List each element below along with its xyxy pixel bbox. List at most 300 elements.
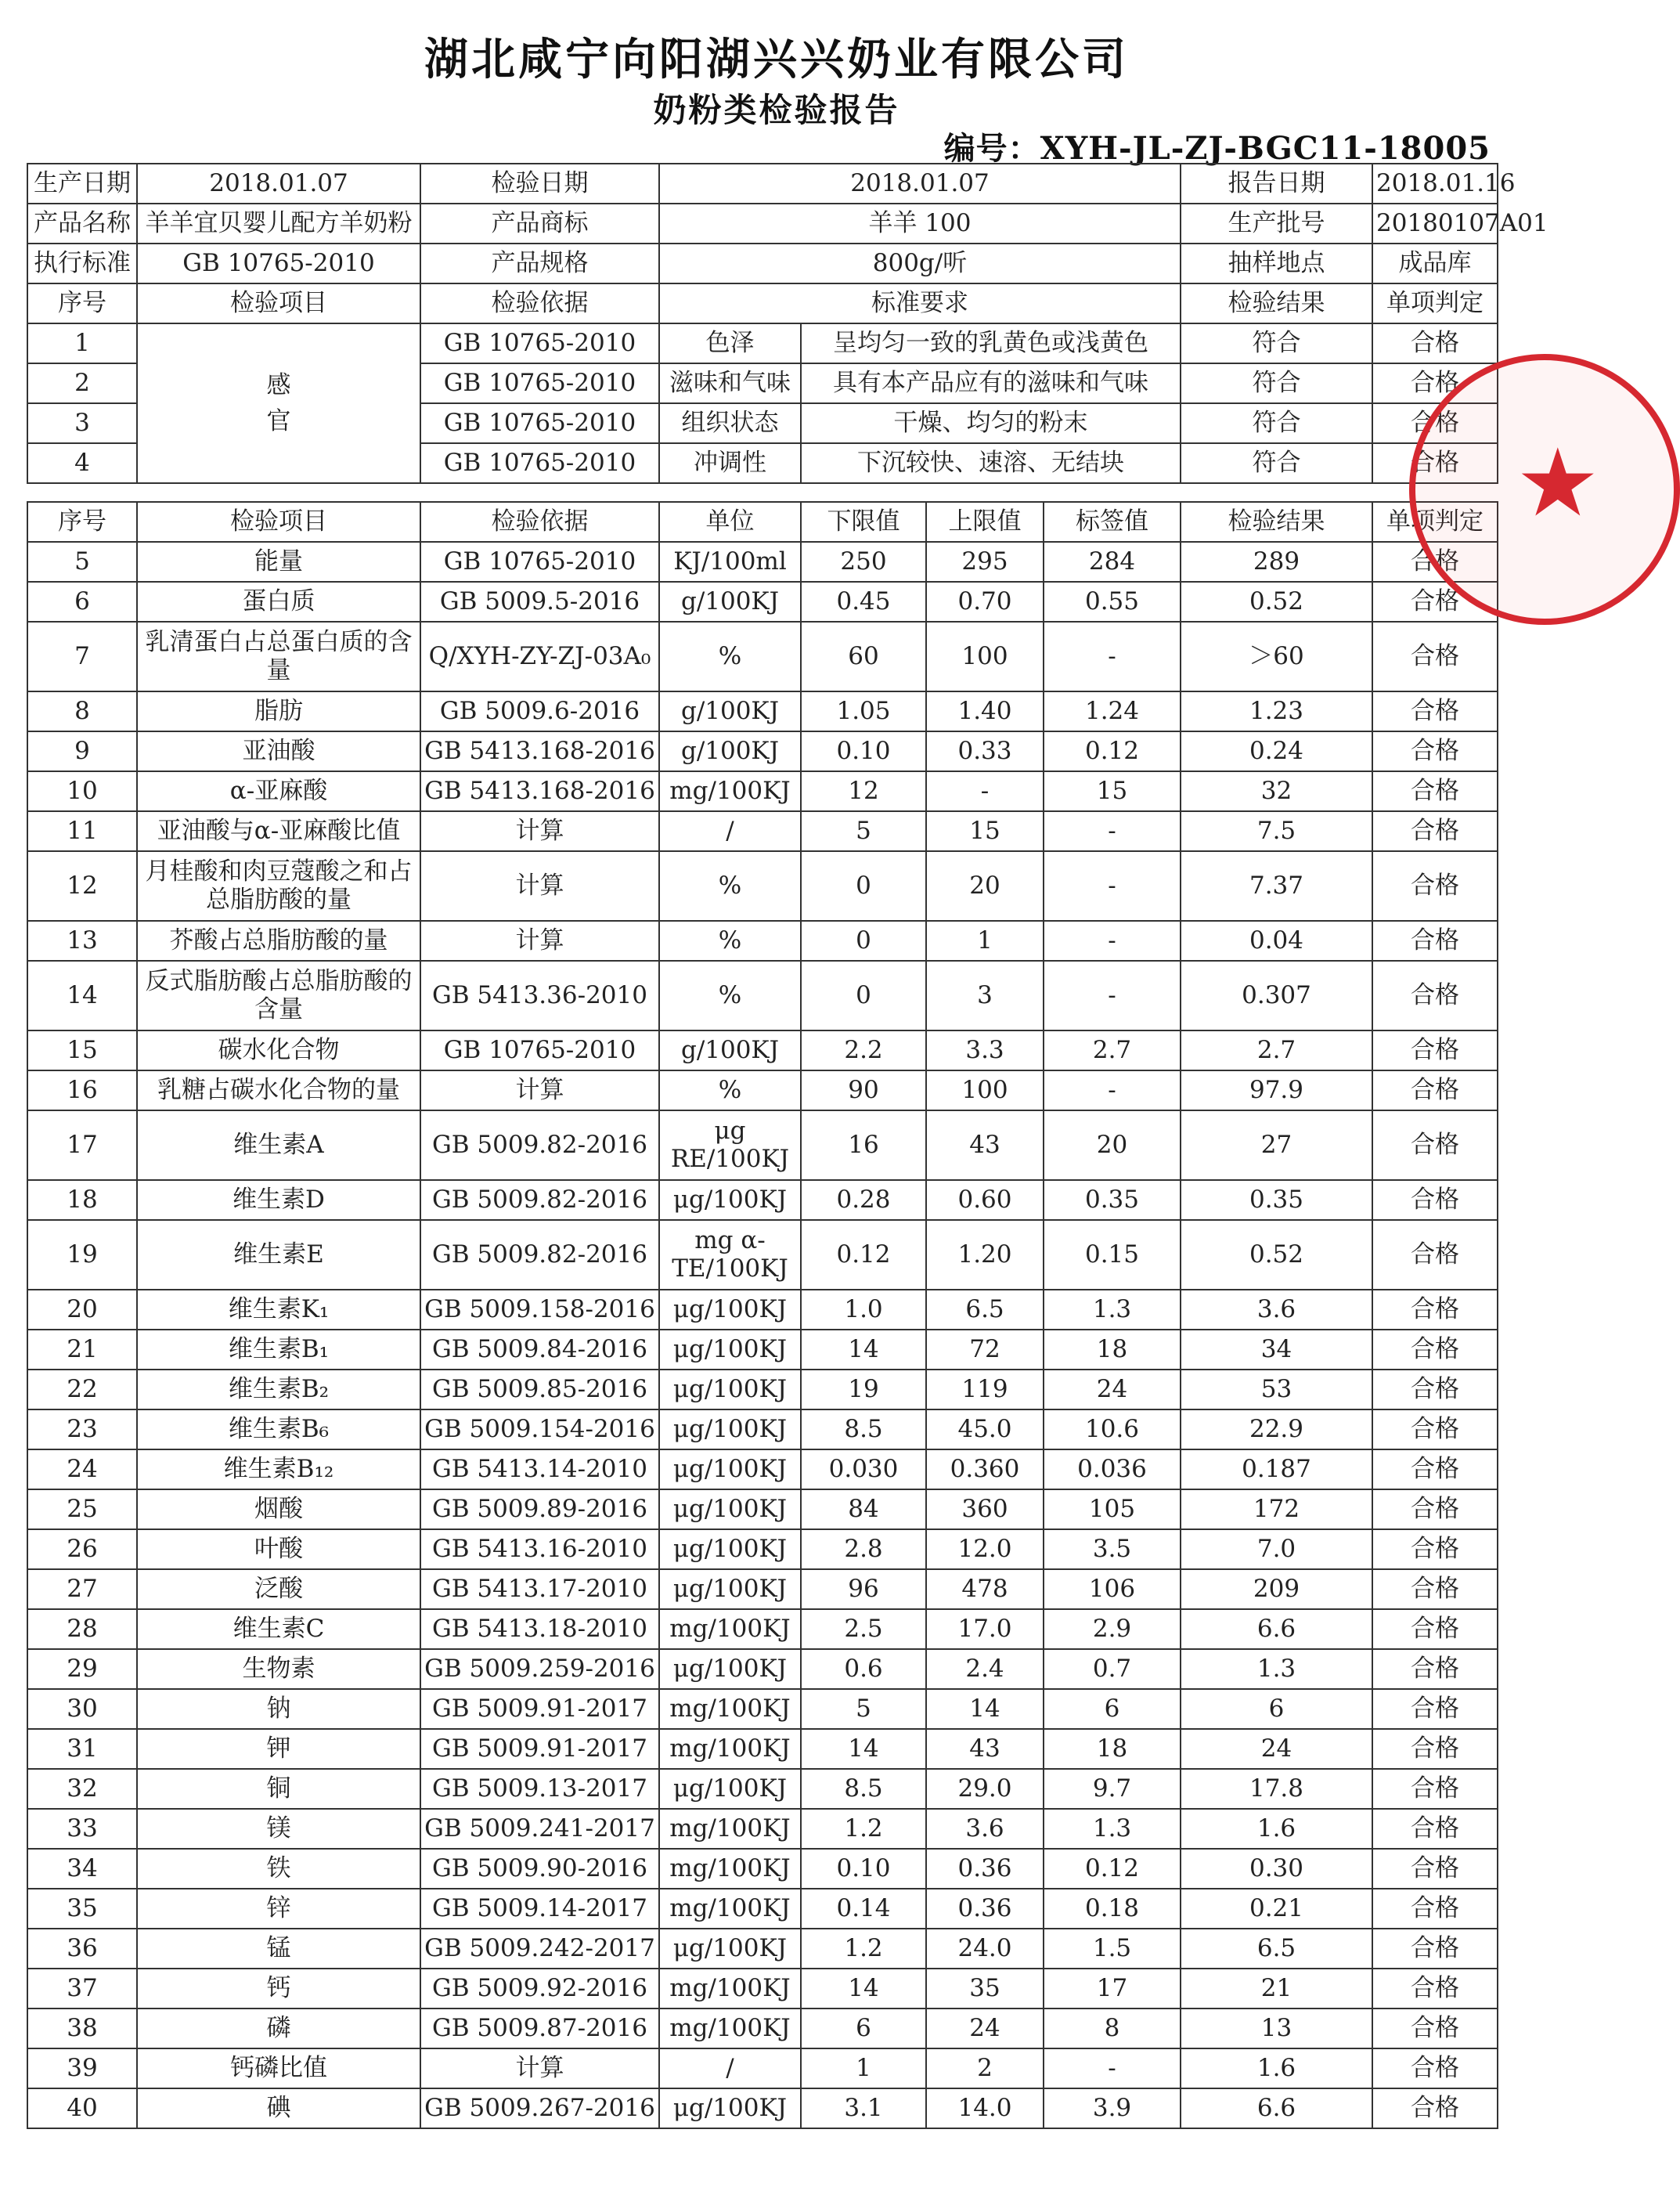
- row-min: 5: [801, 1689, 926, 1729]
- row-min: 0: [801, 851, 926, 921]
- row-basis: GB 10765-2010: [420, 363, 659, 403]
- row-unit: /: [659, 811, 801, 851]
- row-no: 6: [27, 582, 137, 622]
- row-basis: GB 5009.259-2016: [420, 1649, 659, 1689]
- row-max: 14.0: [926, 2088, 1044, 2128]
- row-judgment: 合格: [1372, 921, 1498, 961]
- row-min: 0.28: [801, 1180, 926, 1220]
- table-row: [27, 771, 1498, 811]
- header-item: 检验项目: [137, 283, 420, 323]
- row-item: 钙: [137, 1969, 420, 2009]
- row-no: 24: [27, 1449, 137, 1489]
- table-row: [27, 1220, 1498, 1290]
- row-unit: %: [659, 851, 801, 921]
- row-unit: %: [659, 1070, 801, 1110]
- row-label-value: 1.5: [1044, 1929, 1181, 1969]
- row-basis: 计算: [420, 1070, 659, 1110]
- table-row: [27, 1449, 1498, 1489]
- row-requirement: 具有本产品应有的滋味和气味: [801, 363, 1181, 403]
- row-no: 15: [27, 1030, 137, 1070]
- row-label-value: 105: [1044, 1489, 1181, 1529]
- table-row: [27, 542, 1498, 582]
- row-judgment: 合格: [1372, 1449, 1498, 1489]
- row-no: 10: [27, 771, 137, 811]
- row-min: 2.2: [801, 1030, 926, 1070]
- row-min: 0: [801, 921, 926, 961]
- row-result: 7.0: [1181, 1529, 1372, 1569]
- row-basis: 计算: [420, 921, 659, 961]
- row-no: 20: [27, 1290, 137, 1330]
- row-no: 28: [27, 1609, 137, 1649]
- table-row: [27, 731, 1498, 771]
- row-basis: GB 5413.18-2010: [420, 1609, 659, 1649]
- report-date-label: 报告日期: [1181, 164, 1372, 204]
- row-item: 乳糖占碳水化合物的量: [137, 1070, 420, 1110]
- row-item: 泛酸: [137, 1569, 420, 1609]
- row-min: 16: [801, 1110, 926, 1180]
- sampling-label: 抽样地点: [1181, 244, 1372, 283]
- row-basis: GB 5009.241-2017: [420, 1809, 659, 1849]
- row-item: 反式脂肪酸占总脂肪酸的含量: [137, 961, 420, 1030]
- report-number: [944, 124, 1491, 168]
- row-judgment: 合格: [1372, 1809, 1498, 1849]
- row-item: 维生素D: [137, 1180, 420, 1220]
- row-judgment: 合格: [1372, 1030, 1498, 1070]
- row-basis: GB 5413.168-2016: [420, 771, 659, 811]
- header-min: 下限值: [801, 502, 926, 542]
- row-judgment: 合格: [1372, 542, 1498, 582]
- row-unit: %: [659, 921, 801, 961]
- row-label-value: -: [1044, 622, 1181, 691]
- row-result: 符合: [1181, 323, 1372, 363]
- row-basis: GB 5009.6-2016: [420, 691, 659, 731]
- row-judgment: 合格: [1372, 1180, 1498, 1220]
- row-label-value: 1.24: [1044, 691, 1181, 731]
- row-max: 20: [926, 851, 1044, 921]
- row-basis: GB 5009.82-2016: [420, 1180, 659, 1220]
- row-judgment: 合格: [1372, 1370, 1498, 1409]
- header-requirement: 标准要求: [659, 283, 1181, 323]
- row-no: 39: [27, 2048, 137, 2088]
- row-min: 12: [801, 771, 926, 811]
- row-judgment: 合格: [1372, 731, 1498, 771]
- row-requirement: 下沉较快、速溶、无结块: [801, 443, 1181, 483]
- row-basis: 计算: [420, 851, 659, 921]
- table-row: [27, 1769, 1498, 1809]
- row-item: 叶酸: [137, 1529, 420, 1569]
- row-basis: Q/XYH-ZY-ZJ-03A₀: [420, 622, 659, 691]
- row-max: 43: [926, 1110, 1044, 1180]
- row-item: 磷: [137, 2009, 420, 2048]
- row-judgment: 合格: [1372, 1609, 1498, 1649]
- row-result: 0.187: [1181, 1449, 1372, 1489]
- row-label-value: 2.9: [1044, 1609, 1181, 1649]
- row-max: 100: [926, 1070, 1044, 1110]
- table-row: [27, 2088, 1498, 2128]
- row-label-value: 8: [1044, 2009, 1181, 2048]
- row-max: 478: [926, 1569, 1044, 1609]
- row-min: 14: [801, 1729, 926, 1769]
- row-item: 蛋白质: [137, 582, 420, 622]
- sensory-group-label: 感官: [266, 370, 291, 435]
- row-basis: GB 5009.242-2017: [420, 1929, 659, 1969]
- row-min: 14: [801, 1330, 926, 1370]
- row-basis: GB 5009.82-2016: [420, 1110, 659, 1180]
- row-basis: GB 5009.82-2016: [420, 1220, 659, 1290]
- row-label-value: 20: [1044, 1110, 1181, 1180]
- row-min: 0.10: [801, 731, 926, 771]
- row-result: 1.6: [1181, 1809, 1372, 1849]
- row-basis: GB 5009.5-2016: [420, 582, 659, 622]
- report-title: 奶粉类检验报告: [653, 91, 900, 129]
- row-unit: g/100KJ: [659, 691, 801, 731]
- row-result: 32: [1181, 771, 1372, 811]
- row-item: 碘: [137, 2088, 420, 2128]
- row-basis: GB 5413.36-2010: [420, 961, 659, 1030]
- row-no: 33: [27, 1809, 137, 1849]
- table-row: [27, 1729, 1498, 1769]
- row-judgment: 合格: [1372, 811, 1498, 851]
- row-no: 8: [27, 691, 137, 731]
- row-judgment: 合格: [1372, 2048, 1498, 2088]
- sensory-header-row: [27, 283, 1498, 323]
- row-max: 1.20: [926, 1220, 1044, 1290]
- table-row: [27, 1110, 1498, 1180]
- row-max: 14: [926, 1689, 1044, 1729]
- row-judgment: 合格: [1372, 1729, 1498, 1769]
- product-name-label: 产品名称: [27, 204, 137, 244]
- row-max: 0.60: [926, 1180, 1044, 1220]
- row-no: 22: [27, 1370, 137, 1409]
- table-row: [27, 1609, 1498, 1649]
- row-no: 14: [27, 961, 137, 1030]
- production-date: 2018.01.07: [137, 164, 420, 204]
- row-min: 0.45: [801, 582, 926, 622]
- row-item: 乳清蛋白占总蛋白质的含量: [137, 622, 420, 691]
- row-result: 13: [1181, 2009, 1372, 2048]
- row-unit: μg/100KJ: [659, 1409, 801, 1449]
- row-label-value: 0.15: [1044, 1220, 1181, 1290]
- row-result: 0.52: [1181, 582, 1372, 622]
- row-result: 0.52: [1181, 1220, 1372, 1290]
- row-no: 3: [27, 403, 137, 443]
- row-no: 23: [27, 1409, 137, 1449]
- row-item: 维生素B₁: [137, 1330, 420, 1370]
- row-basis: GB 5009.267-2016: [420, 2088, 659, 2128]
- row-item: 锰: [137, 1929, 420, 1969]
- row-requirement: 干燥、均匀的粉末: [801, 403, 1181, 443]
- row-result: 27: [1181, 1110, 1372, 1180]
- header-basis: 检验依据: [420, 502, 659, 542]
- row-judgment: 合格: [1372, 1929, 1498, 1969]
- row-max: 24.0: [926, 1929, 1044, 1969]
- row-result: 0.04: [1181, 921, 1372, 961]
- row-judgment: 合格: [1372, 443, 1498, 483]
- row-result: 172: [1181, 1489, 1372, 1529]
- row-result: ＞60: [1181, 622, 1372, 691]
- row-label-value: -: [1044, 851, 1181, 921]
- row-no: 4: [27, 443, 137, 483]
- row-min: 1.2: [801, 1809, 926, 1849]
- row-min: 0.10: [801, 1849, 926, 1889]
- row-min: 8.5: [801, 1409, 926, 1449]
- row-judgment: 合格: [1372, 1290, 1498, 1330]
- results-body: [27, 542, 1498, 2128]
- row-judgment: 合格: [1372, 403, 1498, 443]
- row-judgment: 合格: [1372, 582, 1498, 622]
- header-basis: 检验依据: [420, 283, 659, 323]
- row-basis: GB 5009.154-2016: [420, 1409, 659, 1449]
- header-result: 检验结果: [1181, 502, 1372, 542]
- info-row-dates: [27, 164, 1498, 204]
- row-unit: mg/100KJ: [659, 1849, 801, 1889]
- row-item: 脂肪: [137, 691, 420, 731]
- table-row: [27, 921, 1498, 961]
- row-min: 2.8: [801, 1529, 926, 1569]
- row-judgment: 合格: [1372, 1409, 1498, 1449]
- row-unit: μg/100KJ: [659, 1569, 801, 1609]
- row-result: 0.21: [1181, 1889, 1372, 1929]
- row-basis: GB 5413.14-2010: [420, 1449, 659, 1489]
- table-row: [27, 1489, 1498, 1529]
- row-unit: μg/100KJ: [659, 1649, 801, 1689]
- table-row: [27, 2048, 1498, 2088]
- row-item: 生物素: [137, 1649, 420, 1689]
- row-item: 镁: [137, 1809, 420, 1849]
- row-min: 1.0: [801, 1290, 926, 1330]
- row-item: 月桂酸和肉豆蔻酸之和占总脂肪酸的量: [137, 851, 420, 921]
- row-attr: 色泽: [659, 323, 801, 363]
- row-unit: μg/100KJ: [659, 1330, 801, 1370]
- row-no: 16: [27, 1070, 137, 1110]
- row-result: 24: [1181, 1729, 1372, 1769]
- row-result: 7.5: [1181, 811, 1372, 851]
- row-no: 19: [27, 1220, 137, 1290]
- row-max: -: [926, 771, 1044, 811]
- row-label-value: 15: [1044, 771, 1181, 811]
- row-no: 21: [27, 1330, 137, 1370]
- table-row: [27, 1070, 1498, 1110]
- row-result: 34: [1181, 1330, 1372, 1370]
- row-min: 1.2: [801, 1929, 926, 1969]
- row-unit: mg/100KJ: [659, 2009, 801, 2048]
- report-number-value: XYH-JL-ZJ-BGC11-18005: [1040, 130, 1491, 167]
- row-item: 维生素B₆: [137, 1409, 420, 1449]
- row-label-value: 10.6: [1044, 1409, 1181, 1449]
- header-result: 检验结果: [1181, 283, 1372, 323]
- row-max: 45.0: [926, 1409, 1044, 1449]
- row-no: 9: [27, 731, 137, 771]
- row-label-value: 1.3: [1044, 1290, 1181, 1330]
- row-max: 2: [926, 2048, 1044, 2088]
- row-judgment: 合格: [1372, 1529, 1498, 1569]
- row-max: 0.360: [926, 1449, 1044, 1489]
- row-min: 0.6: [801, 1649, 926, 1689]
- row-label-value: 0.18: [1044, 1889, 1181, 1929]
- row-max: 2.4: [926, 1649, 1044, 1689]
- row-result: 7.37: [1181, 851, 1372, 921]
- row-judgment: 合格: [1372, 691, 1498, 731]
- row-min: 14: [801, 1969, 926, 2009]
- row-no: 17: [27, 1110, 137, 1180]
- row-attr: 滋味和气味: [659, 363, 801, 403]
- row-item: 铜: [137, 1769, 420, 1809]
- table-row: [27, 1889, 1498, 1929]
- row-label-value: 24: [1044, 1370, 1181, 1409]
- row-basis: GB 5009.85-2016: [420, 1370, 659, 1409]
- product-name: 羊羊宜贝婴儿配方羊奶粉: [137, 204, 420, 244]
- row-label-value: 9.7: [1044, 1769, 1181, 1809]
- row-label-value: 3.5: [1044, 1529, 1181, 1569]
- row-max: 24: [926, 2009, 1044, 2048]
- header-item: 检验项目: [137, 502, 420, 542]
- row-no: 5: [27, 542, 137, 582]
- table-row: [27, 1529, 1498, 1569]
- row-max: 72: [926, 1330, 1044, 1370]
- row-unit: μg/100KJ: [659, 1290, 801, 1330]
- row-basis: GB 5413.168-2016: [420, 731, 659, 771]
- row-min: 0.030: [801, 1449, 926, 1489]
- row-basis: GB 5413.16-2010: [420, 1529, 659, 1569]
- header-judgment: 单项判定: [1372, 283, 1498, 323]
- table-row: [27, 811, 1498, 851]
- row-judgment: 合格: [1372, 323, 1498, 363]
- row-no: 31: [27, 1729, 137, 1769]
- row-unit: mg/100KJ: [659, 1729, 801, 1769]
- row-min: 0: [801, 961, 926, 1030]
- row-unit: μg/100KJ: [659, 1370, 801, 1409]
- row-result: 21: [1181, 1969, 1372, 2009]
- row-judgment: 合格: [1372, 961, 1498, 1030]
- row-judgment: 合格: [1372, 1849, 1498, 1889]
- row-result: 符合: [1181, 363, 1372, 403]
- table-row: [27, 2009, 1498, 2048]
- row-item: 烟酸: [137, 1489, 420, 1529]
- row-max: 100: [926, 622, 1044, 691]
- row-no: 13: [27, 921, 137, 961]
- row-result: 符合: [1181, 403, 1372, 443]
- row-min: 96: [801, 1569, 926, 1609]
- row-no: 29: [27, 1649, 137, 1689]
- header-label-value: 标签值: [1044, 502, 1181, 542]
- row-label-value: 106: [1044, 1569, 1181, 1609]
- row-result: 2.7: [1181, 1030, 1372, 1070]
- row-no: 38: [27, 2009, 137, 2048]
- row-label-value: 18: [1044, 1330, 1181, 1370]
- table-row: [27, 1809, 1498, 1849]
- row-basis: GB 5009.84-2016: [420, 1330, 659, 1370]
- row-label-value: 18: [1044, 1729, 1181, 1769]
- table-row: [27, 1330, 1498, 1370]
- row-basis: GB 5009.87-2016: [420, 2009, 659, 2048]
- spec-label: 产品规格: [420, 244, 659, 283]
- row-min: 8.5: [801, 1769, 926, 1809]
- table-row: [27, 582, 1498, 622]
- row-min: 19: [801, 1370, 926, 1409]
- info-row-product: [27, 204, 1498, 244]
- row-result: 97.9: [1181, 1070, 1372, 1110]
- row-item: 钾: [137, 1729, 420, 1769]
- header-judgment: 单项判定: [1372, 502, 1498, 542]
- row-unit: μg RE/100KJ: [659, 1110, 801, 1180]
- table-row: [27, 1649, 1498, 1689]
- row-item: 维生素B₁₂: [137, 1449, 420, 1489]
- sampling-location: 成品库: [1372, 244, 1498, 283]
- row-item: 维生素C: [137, 1609, 420, 1649]
- row-result: 0.24: [1181, 731, 1372, 771]
- row-label-value: 0.036: [1044, 1449, 1181, 1489]
- row-no: 7: [27, 622, 137, 691]
- row-max: 3: [926, 961, 1044, 1030]
- row-no: 12: [27, 851, 137, 921]
- row-min: 2.5: [801, 1609, 926, 1649]
- row-result: 1.23: [1181, 691, 1372, 731]
- row-item: 芥酸占总脂肪酸的量: [137, 921, 420, 961]
- row-result: 0.30: [1181, 1849, 1372, 1889]
- row-judgment: 合格: [1372, 851, 1498, 921]
- company-name: 湖北咸宁向阳湖兴兴奶业有限公司: [424, 34, 1129, 85]
- row-unit: μg/100KJ: [659, 1769, 801, 1809]
- row-min: 250: [801, 542, 926, 582]
- row-no: 30: [27, 1689, 137, 1729]
- row-unit: g/100KJ: [659, 582, 801, 622]
- row-min: 84: [801, 1489, 926, 1529]
- row-judgment: 合格: [1372, 622, 1498, 691]
- row-min: 0.14: [801, 1889, 926, 1929]
- row-unit: KJ/100ml: [659, 542, 801, 582]
- row-min: 5: [801, 811, 926, 851]
- row-item: 维生素A: [137, 1110, 420, 1180]
- row-basis: GB 5413.17-2010: [420, 1569, 659, 1609]
- row-min: 90: [801, 1070, 926, 1110]
- row-result: 符合: [1181, 443, 1372, 483]
- row-result: 289: [1181, 542, 1372, 582]
- row-max: 0.33: [926, 731, 1044, 771]
- row-unit: μg/100KJ: [659, 1489, 801, 1529]
- row-min: 3.1: [801, 2088, 926, 2128]
- row-min: 60: [801, 622, 926, 691]
- row-judgment: 合格: [1372, 1489, 1498, 1529]
- row-label-value: -: [1044, 961, 1181, 1030]
- row-result: 6.6: [1181, 1609, 1372, 1649]
- row-result: 209: [1181, 1569, 1372, 1609]
- row-item: 钠: [137, 1689, 420, 1729]
- row-max: 360: [926, 1489, 1044, 1529]
- row-attr: 冲调性: [659, 443, 801, 483]
- row-no: 34: [27, 1849, 137, 1889]
- batch-number: 20180107A01: [1372, 204, 1498, 244]
- row-label-value: 0.55: [1044, 582, 1181, 622]
- row-label-value: -: [1044, 921, 1181, 961]
- row-no: 36: [27, 1929, 137, 1969]
- row-item: 能量: [137, 542, 420, 582]
- row-item: α-亚麻酸: [137, 771, 420, 811]
- row-max: 1.40: [926, 691, 1044, 731]
- row-basis: GB 5009.92-2016: [420, 1969, 659, 2009]
- row-no: 40: [27, 2088, 137, 2128]
- row-basis: GB 5009.90-2016: [420, 1849, 659, 1889]
- row-judgment: 合格: [1372, 1569, 1498, 1609]
- row-result: 6: [1181, 1689, 1372, 1729]
- row-result: 0.35: [1181, 1180, 1372, 1220]
- row-unit: %: [659, 622, 801, 691]
- row-label-value: 6: [1044, 1689, 1181, 1729]
- test-results-table: [27, 501, 1498, 2129]
- row-item: 铁: [137, 1849, 420, 1889]
- row-item: 碳水化合物: [137, 1030, 420, 1070]
- row-label-value: -: [1044, 1070, 1181, 1110]
- row-basis: GB 5009.13-2017: [420, 1769, 659, 1809]
